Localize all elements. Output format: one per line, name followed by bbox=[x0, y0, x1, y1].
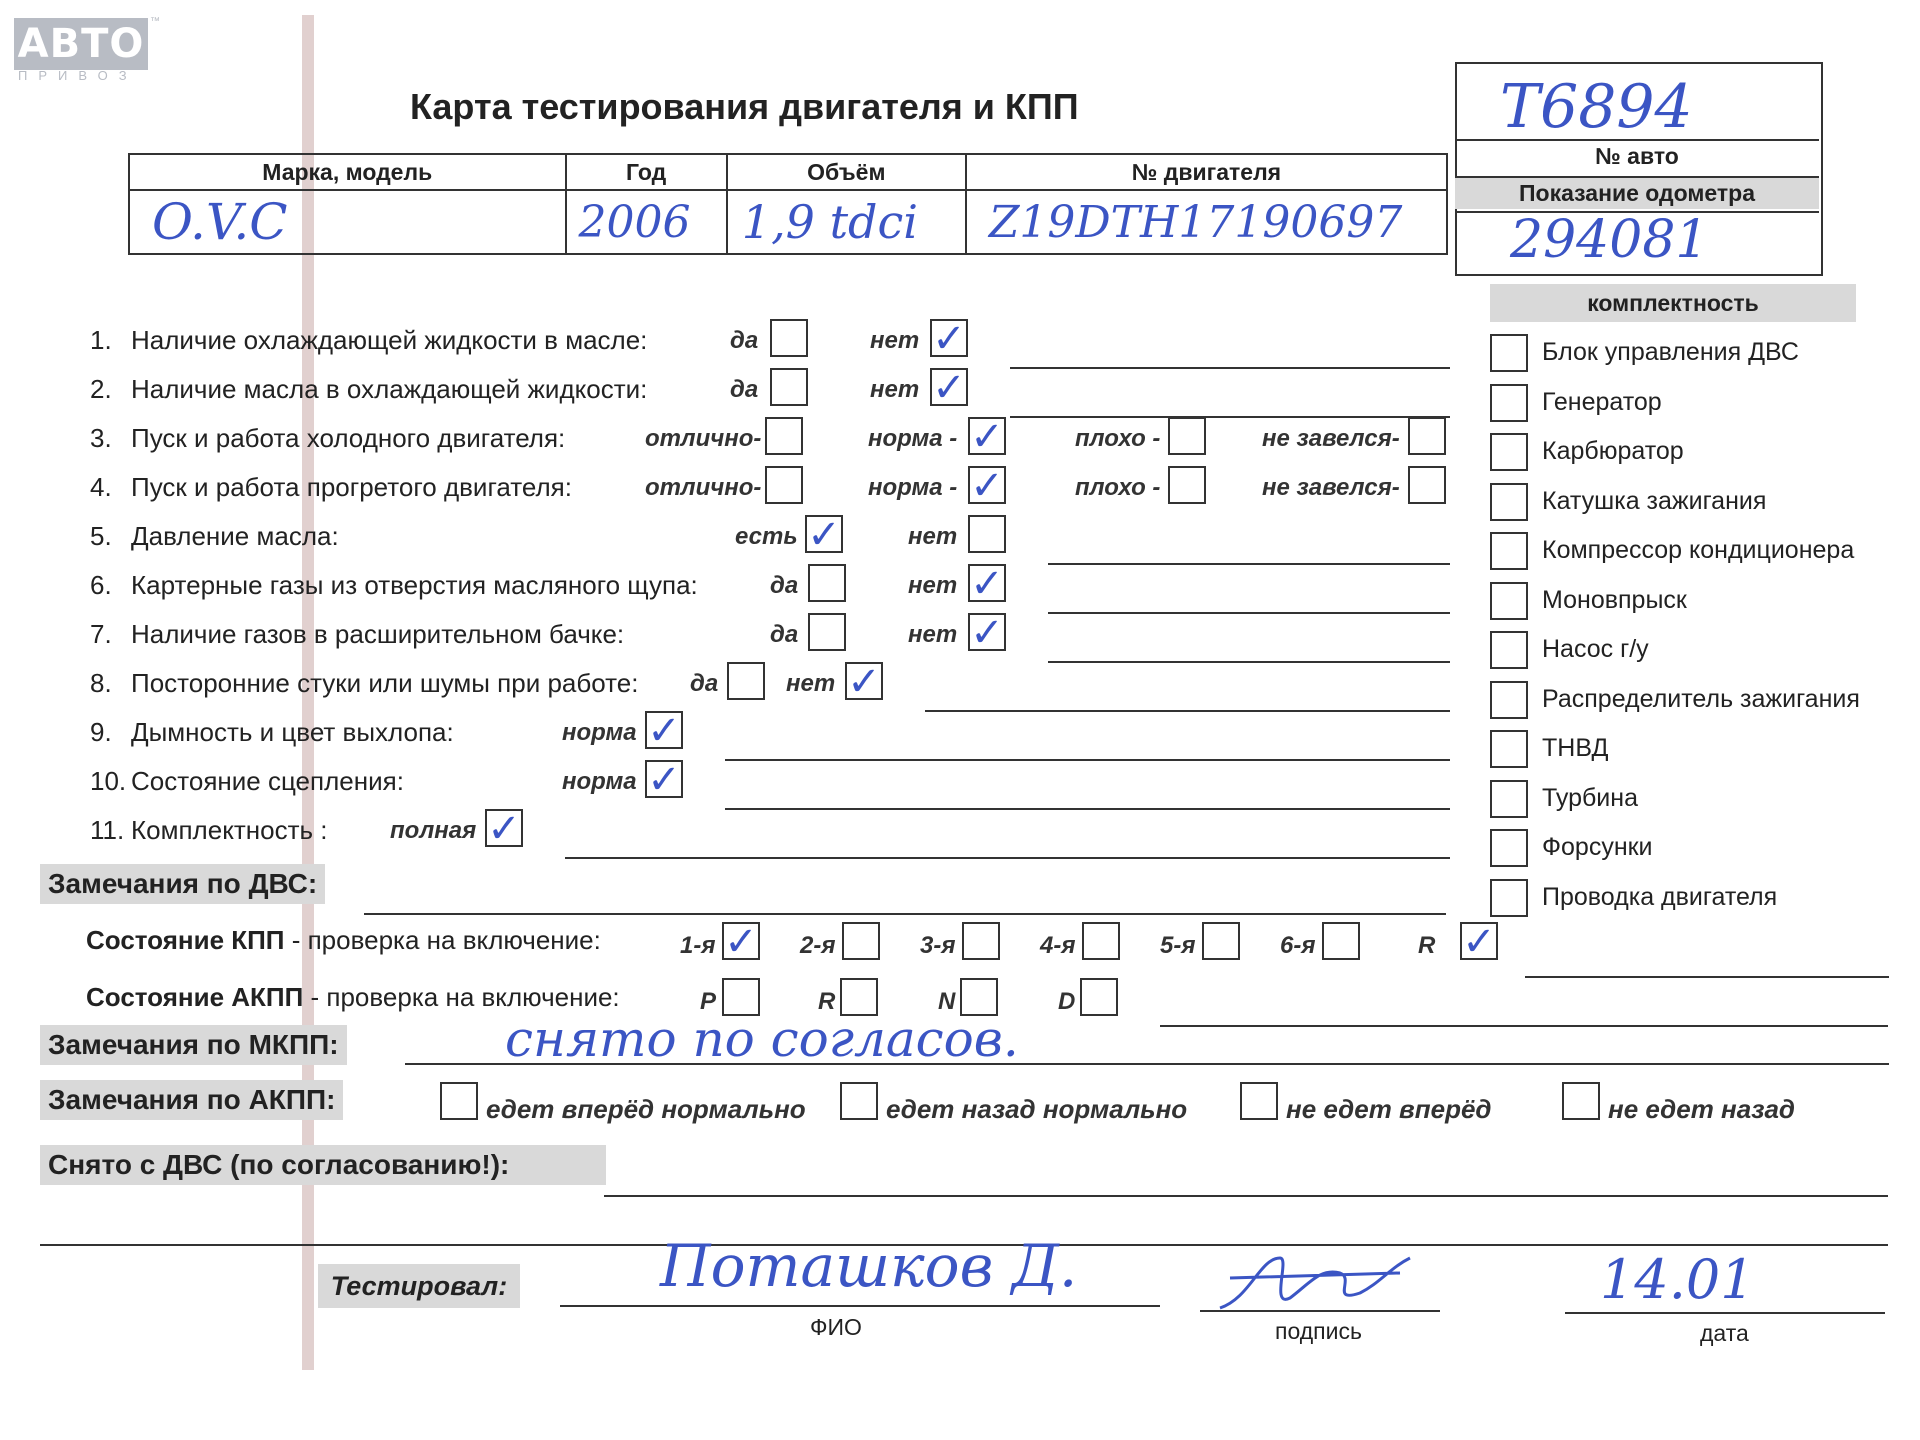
option-checkbox[interactable] bbox=[808, 613, 846, 651]
dvs-remarks-line[interactable] bbox=[364, 913, 1446, 915]
option-label: нет bbox=[908, 572, 958, 599]
answer-notes-line[interactable] bbox=[1048, 661, 1450, 663]
gear-checkbox[interactable] bbox=[842, 922, 880, 960]
gear-checkbox[interactable] bbox=[1322, 922, 1360, 960]
volume-value: 1,9 tdci bbox=[741, 195, 918, 249]
question-text: Наличие охлаждающей жидкости в масле: bbox=[131, 325, 648, 355]
option-checkbox-check-mark: ✓ bbox=[970, 561, 1004, 607]
page-title: Карта тестирования двигателя и КПП bbox=[410, 86, 1079, 127]
trademark-sign: ™ bbox=[150, 16, 160, 27]
option-checkbox[interactable] bbox=[968, 463, 1006, 509]
akpp-remark-checkbox[interactable] bbox=[840, 1082, 878, 1120]
answer-notes-line[interactable] bbox=[1010, 416, 1450, 418]
question-number: 7. bbox=[90, 619, 112, 649]
completeness-checkbox[interactable] bbox=[1490, 483, 1528, 521]
answer-notes-line[interactable] bbox=[565, 857, 1450, 859]
mkpp-remarks-line[interactable] bbox=[405, 1063, 1889, 1065]
option-checkbox-check-mark: ✓ bbox=[970, 463, 1004, 509]
gear-label: 6-я bbox=[1280, 932, 1316, 959]
gear-checkbox-check-mark: ✓ bbox=[724, 919, 758, 965]
completeness-item: Генератор bbox=[1542, 387, 1662, 416]
option-checkbox[interactable] bbox=[485, 806, 523, 852]
option-checkbox[interactable] bbox=[968, 561, 1006, 607]
completeness-item: Турбина bbox=[1542, 783, 1638, 812]
option-checkbox[interactable] bbox=[930, 365, 968, 411]
akpp-remark-checkbox[interactable] bbox=[1562, 1082, 1600, 1120]
gear-checkbox[interactable] bbox=[1460, 919, 1498, 965]
option-checkbox[interactable] bbox=[1408, 417, 1446, 455]
name-line[interactable] bbox=[560, 1305, 1160, 1307]
answer-notes-line[interactable] bbox=[725, 808, 1450, 810]
option-checkbox[interactable] bbox=[1168, 417, 1206, 455]
question-number: 4. bbox=[90, 472, 112, 502]
make-model-cell bbox=[129, 190, 566, 254]
tester-name-value: Поташков Д. bbox=[660, 1232, 1078, 1300]
completeness-title: комплектность bbox=[1490, 284, 1856, 322]
option-checkbox[interactable] bbox=[765, 417, 803, 455]
removed-parts-line[interactable] bbox=[604, 1195, 1888, 1197]
option-checkbox[interactable] bbox=[645, 757, 683, 803]
question-number: 2. bbox=[90, 374, 112, 404]
option-label: нет bbox=[870, 327, 920, 354]
option-checkbox[interactable] bbox=[968, 414, 1006, 460]
gear-checkbox[interactable] bbox=[1202, 922, 1240, 960]
option-checkbox[interactable] bbox=[805, 512, 843, 558]
answer-notes-line[interactable] bbox=[725, 759, 1450, 761]
option-checkbox[interactable] bbox=[727, 662, 765, 700]
option-label: да bbox=[730, 376, 759, 403]
option-label: норма bbox=[562, 719, 637, 746]
question-text: Пуск и работа прогретого двигателя: bbox=[131, 472, 572, 502]
option-label: да bbox=[770, 572, 799, 599]
question-number: 5. bbox=[90, 521, 112, 551]
option-checkbox[interactable] bbox=[808, 564, 846, 602]
col-header-make-model: Марка, модель bbox=[129, 154, 566, 190]
option-label: норма - bbox=[868, 474, 958, 501]
answer-notes-line[interactable] bbox=[1048, 612, 1450, 614]
akpp-label-bold: Состояние АКПП bbox=[86, 982, 304, 1012]
option-checkbox-check-mark: ✓ bbox=[487, 806, 521, 852]
question-text: Давление масла: bbox=[131, 521, 339, 551]
answer-notes-line[interactable] bbox=[1010, 367, 1450, 369]
question-text: Состояние сцепления: bbox=[131, 766, 404, 796]
completeness-checkbox[interactable] bbox=[1490, 780, 1528, 818]
gear-label: 2-я bbox=[800, 932, 836, 959]
divider bbox=[1455, 139, 1819, 141]
question-number: 10. bbox=[90, 766, 127, 796]
gear-label: R bbox=[1418, 932, 1436, 959]
option-label: да bbox=[730, 327, 759, 354]
year-cell bbox=[566, 190, 727, 254]
auto-number-label: № авто bbox=[1595, 143, 1679, 169]
completeness-item: Форсунки bbox=[1542, 833, 1653, 861]
completeness-item: Моновпрыск bbox=[1542, 585, 1687, 614]
col-header-year: Год bbox=[566, 154, 727, 190]
option-label: нет bbox=[786, 670, 836, 697]
completeness-item: Компрессор кондиционера bbox=[1542, 536, 1855, 564]
gear-label: 4-я bbox=[1040, 932, 1076, 959]
option-label: отлично- bbox=[645, 425, 762, 452]
signature-line[interactable] bbox=[1200, 1310, 1440, 1312]
make-model-value: O.V.C bbox=[152, 193, 288, 251]
vehicle-info-table bbox=[128, 153, 1448, 255]
kpp-label-rest: - проверка на включение: bbox=[284, 925, 601, 955]
year-value: 2006 bbox=[578, 196, 691, 248]
completeness-checkbox[interactable] bbox=[1490, 681, 1528, 719]
option-checkbox[interactable] bbox=[770, 319, 808, 357]
option-label: плохо - bbox=[1075, 425, 1161, 452]
option-checkbox-check-mark: ✓ bbox=[970, 414, 1004, 460]
dvs-remarks-label: Замечания по ДВС: bbox=[40, 864, 325, 904]
option-checkbox-check-mark: ✓ bbox=[647, 708, 681, 754]
option-label: нет bbox=[908, 621, 958, 648]
completeness-item: Катушка зажигания bbox=[1542, 486, 1767, 515]
mkpp-remarks-value: снято по согласов. bbox=[505, 1010, 1019, 1068]
akpp-notes-line[interactable] bbox=[1160, 1025, 1888, 1027]
kpp-check-label bbox=[86, 925, 601, 956]
signature-caption: подпись bbox=[1275, 1318, 1362, 1344]
completeness-checkbox[interactable] bbox=[1490, 829, 1528, 867]
akpp-remark-checkbox[interactable] bbox=[1240, 1082, 1278, 1120]
option-checkbox[interactable] bbox=[1408, 466, 1446, 504]
akpp-remark-option: не едет назад bbox=[1608, 1094, 1796, 1124]
gear-checkbox[interactable] bbox=[722, 919, 760, 965]
option-checkbox[interactable] bbox=[968, 610, 1006, 656]
volume-cell bbox=[727, 190, 966, 254]
option-label: да bbox=[770, 621, 799, 648]
option-checkbox[interactable] bbox=[930, 316, 968, 362]
option-label: есть bbox=[735, 523, 798, 550]
answer-notes-line[interactable] bbox=[925, 710, 1450, 712]
option-label: не завелся- bbox=[1262, 425, 1400, 452]
akpp-remark-option: не едет вперёд bbox=[1286, 1094, 1492, 1124]
completeness-checkbox[interactable] bbox=[1490, 879, 1528, 917]
completeness-item: Карбюратор bbox=[1542, 437, 1684, 465]
completeness-checkbox[interactable] bbox=[1490, 730, 1528, 768]
question-number: 3. bbox=[90, 423, 112, 453]
date-caption: дата bbox=[1700, 1320, 1749, 1346]
question-text: Пуск и работа холодного двигателя: bbox=[131, 423, 566, 453]
completeness-item: ТНВД bbox=[1542, 734, 1609, 762]
option-checkbox[interactable] bbox=[765, 466, 803, 504]
question-text: Дымность и цвет выхлопа: bbox=[131, 717, 454, 747]
odometer-value: 294081 bbox=[1510, 210, 1709, 270]
option-checkbox[interactable] bbox=[645, 708, 683, 754]
option-checkbox-check-mark: ✓ bbox=[807, 512, 841, 558]
option-label: нет bbox=[908, 523, 958, 550]
option-label: да bbox=[690, 670, 719, 697]
akpp-mode-label: R bbox=[818, 988, 836, 1015]
kpp-label-bold: Состояние КПП bbox=[86, 925, 285, 955]
engine-number-cell bbox=[966, 190, 1447, 254]
mkpp-remarks-label: Замечания по МКПП: bbox=[40, 1025, 347, 1065]
date-value: 14.01 bbox=[1600, 1248, 1755, 1311]
col-header-volume: Объём bbox=[727, 154, 966, 190]
completeness-checkbox[interactable] bbox=[1490, 334, 1528, 372]
completeness-checkbox[interactable] bbox=[1490, 631, 1528, 669]
option-checkbox-check-mark: ✓ bbox=[647, 757, 681, 803]
gear-checkbox[interactable] bbox=[1082, 922, 1120, 960]
question-text: Посторонние стуки или шумы при работе: bbox=[131, 668, 639, 698]
akpp-check-label bbox=[86, 982, 620, 1013]
auto-number-value: T6894 bbox=[1500, 72, 1693, 142]
option-label: норма - bbox=[868, 425, 958, 452]
option-checkbox-check-mark: ✓ bbox=[970, 610, 1004, 656]
completeness-item: Распределитель зажигания bbox=[1542, 684, 1860, 713]
option-label: не завелся- bbox=[1262, 474, 1400, 501]
akpp-label-rest: - проверка на включение: bbox=[303, 982, 620, 1012]
col-header-engine-number: № двигателя bbox=[966, 154, 1447, 190]
option-checkbox[interactable] bbox=[770, 368, 808, 406]
akpp-remarks-label: Замечания по АКПП: bbox=[40, 1080, 343, 1120]
date-line[interactable] bbox=[1565, 1312, 1885, 1314]
akpp-remark-option: едет назад нормально bbox=[886, 1094, 1188, 1124]
name-caption: ФИО bbox=[810, 1314, 862, 1340]
akpp-mode-label: N bbox=[938, 988, 956, 1015]
removed-parts-label: Снято с ДВС (по согласованию!): bbox=[40, 1145, 606, 1185]
answer-notes-line[interactable] bbox=[1048, 563, 1450, 565]
option-checkbox[interactable] bbox=[968, 515, 1006, 553]
option-label: нет bbox=[870, 376, 920, 403]
akpp-mode-checkbox[interactable] bbox=[1080, 978, 1118, 1016]
completeness-checkbox[interactable] bbox=[1490, 384, 1528, 422]
question-text: Наличие масла в охлаждающей жидкости: bbox=[131, 374, 648, 404]
completeness-checkbox[interactable] bbox=[1490, 433, 1528, 471]
kpp-notes-line[interactable] bbox=[1525, 976, 1889, 978]
question-number: 8. bbox=[90, 668, 112, 698]
option-checkbox-check-mark: ✓ bbox=[847, 659, 881, 705]
gear-label: 3-я bbox=[920, 932, 956, 959]
avto-privoz-logo: АВТО bbox=[14, 18, 148, 70]
completeness-item: Проводка двигателя bbox=[1542, 882, 1778, 911]
completeness-item: Блок управления ДВС bbox=[1542, 338, 1799, 366]
akpp-remark-checkbox[interactable] bbox=[440, 1082, 478, 1120]
logo-subtitle: ПРИВОЗ bbox=[18, 68, 138, 83]
option-label: отлично- bbox=[645, 474, 762, 501]
question-text: Комплектность : bbox=[131, 815, 328, 845]
option-checkbox[interactable] bbox=[1168, 466, 1206, 504]
odometer-label: Показание одометра bbox=[1455, 178, 1819, 209]
option-checkbox-check-mark: ✓ bbox=[932, 316, 966, 362]
gear-checkbox-check-mark: ✓ bbox=[1462, 919, 1496, 965]
option-label: норма bbox=[562, 768, 637, 795]
engine-number-value: Z19DTH17190697 bbox=[988, 196, 1403, 248]
question-number: 6. bbox=[90, 570, 112, 600]
completeness-checkbox[interactable] bbox=[1490, 532, 1528, 570]
completeness-checkbox[interactable] bbox=[1490, 582, 1528, 620]
gear-checkbox[interactable] bbox=[962, 922, 1000, 960]
question-number: 1. bbox=[90, 325, 112, 355]
option-label: полная bbox=[390, 817, 477, 844]
akpp-mode-label: D bbox=[1058, 988, 1076, 1015]
completeness-item: Насос г/у bbox=[1542, 635, 1649, 663]
gear-label: 1-я bbox=[680, 932, 716, 959]
option-checkbox-check-mark: ✓ bbox=[932, 365, 966, 411]
gear-label: 5-я bbox=[1160, 932, 1196, 959]
akpp-remark-option: едет вперёд нормально bbox=[486, 1094, 806, 1124]
akpp-mode-label: P bbox=[700, 988, 717, 1015]
option-label: плохо - bbox=[1075, 474, 1161, 501]
tested-by-label: Тестировал: bbox=[318, 1264, 520, 1308]
question-number: 11. bbox=[90, 815, 125, 845]
question-number: 9. bbox=[90, 717, 112, 747]
question-text: Картерные газы из отверстия масляного щупа: bbox=[131, 570, 698, 600]
option-checkbox[interactable] bbox=[845, 659, 883, 705]
question-text: Наличие газов в расширительном бачке: bbox=[131, 619, 625, 649]
